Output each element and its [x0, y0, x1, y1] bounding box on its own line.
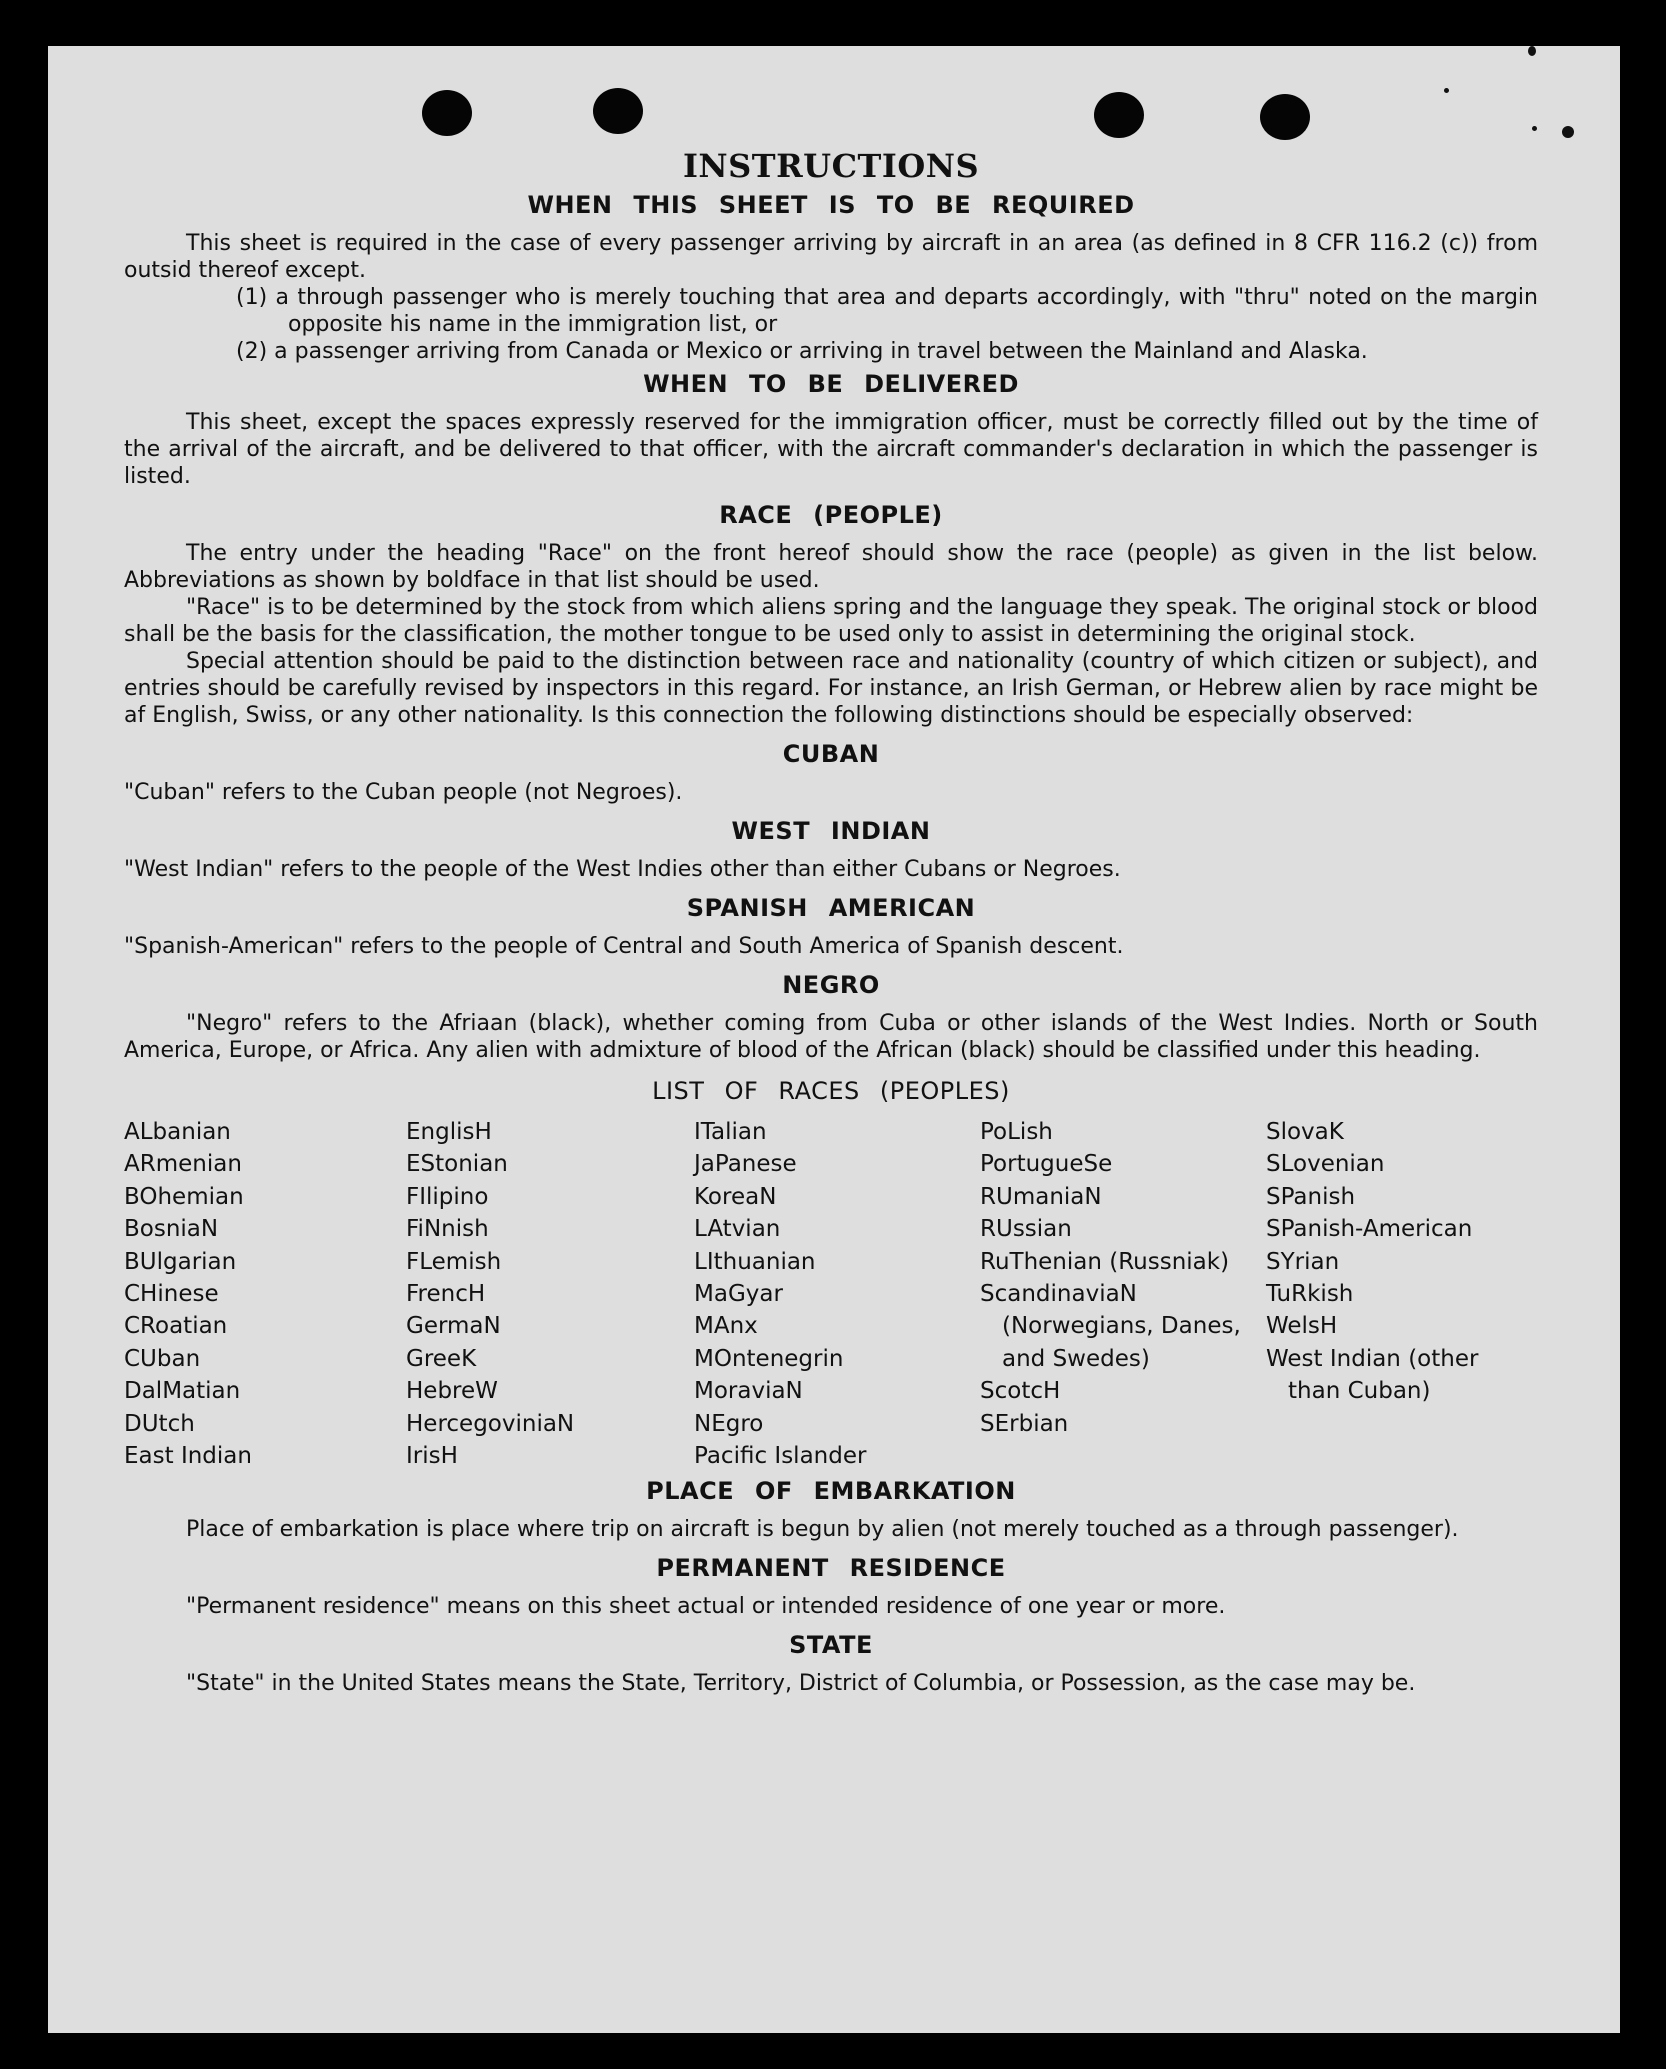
race-paragraph: Special attention should be paid to the distinction between race and nationality (country of which citizen or subject), and entries should be carefully revised by inspectors in this regard. For instance, an Irish German, or Hebrew alien by race might be af English, Swiss, or any other nationality. Is this connection the following distinctions should be especially observed:	[124, 649, 1538, 728]
race-list-item: Pacific Islander	[694, 1443, 867, 1470]
race-list-item: NEgro	[694, 1410, 764, 1437]
race-list-item: ScotcH	[980, 1378, 1061, 1405]
race-list-item: CHinese	[124, 1281, 219, 1308]
race-list-item: SLovenian	[1266, 1151, 1385, 1178]
race-list-item: MOntenegrin	[694, 1345, 844, 1372]
state-paragraph: "State" in the United States means the State, Territory, District of Columbia, or Possession, as the case may be.	[186, 1671, 1416, 1697]
race-list-item: GermaN	[406, 1313, 501, 1340]
punch-hole	[1260, 94, 1310, 140]
embarkation-paragraph: Place of embarkation is place where trip on aircraft is begun by alien (not merely touched as a through passenger).	[186, 1517, 1459, 1543]
race-list-item: PoLish	[980, 1119, 1053, 1145]
race-list-column	[124, 1116, 406, 1472]
race-list-item: West Indian (other than Cuban)	[1266, 1345, 1479, 1405]
race-list-item: ALbanian	[124, 1119, 231, 1145]
required-exception-2: (2) a passenger arriving from Canada or Mexico or arriving in travel between the Mainland and Alaska.	[236, 339, 1368, 364]
race-list-item: FLemish	[406, 1248, 502, 1275]
race-list-item: DalMatian	[124, 1378, 241, 1405]
race-list-item: MAnx	[694, 1313, 758, 1340]
race-paragraph: "Race" is to be determined by the stock from which aliens spring and the language they speak. The original stock or blood shall be the basis for the classification, the mother tongue to be used only to assist in determining the original stock.	[124, 595, 1538, 647]
section-heading-state: STATE	[789, 1631, 873, 1660]
section-heading-race: RACE (PEOPLE)	[719, 501, 943, 529]
page-title: INSTRUCTIONS	[682, 147, 980, 185]
race-list-item: RUmaniaN	[980, 1183, 1102, 1210]
race-list-item: IrisH	[406, 1443, 458, 1470]
race-list-item: ScandinaviaN (Norwegians, Danes, and Swedes)	[980, 1281, 1241, 1372]
punch-hole	[1094, 92, 1144, 138]
race-paragraph: The entry under the heading "Race" on the front hereof should show the race (people) as given in the list below. Abbreviations as shown by boldface in that list should be used.	[124, 541, 1538, 593]
required-paragraph: This sheet is required in the case of every passenger arriving by aircraft in an area (as defined in 8 CFR 116.2 (c)) from outsid thereof except.	[124, 231, 1538, 283]
delivered-paragraph: This sheet, except the spaces expressly reserved for the immigration officer, must be correctly filled out by the time of the arrival of the aircraft, and be delivered to that officer, with the aircraft commander's declaration in which the passenger is listed.	[124, 410, 1538, 489]
race-list-item: GreeK	[406, 1345, 477, 1372]
race-list-item: MoraviaN	[694, 1378, 803, 1405]
race-list-item: SErbian	[980, 1410, 1069, 1437]
spanish-american-paragraph: "Spanish-American" refers to the people of Central and South America of Spanish descent.	[124, 934, 1124, 959]
document-page	[48, 46, 1620, 2033]
race-list-column	[406, 1116, 694, 1472]
cuban-paragraph: "Cuban" refers to the Cuban people (not Negroes).	[124, 780, 683, 805]
section-heading-delivered: WHEN TO BE DELIVERED	[643, 370, 1019, 398]
race-list-item: FiNnish	[406, 1216, 489, 1243]
section-heading-embarkation: PLACE OF EMBARKATION	[646, 1477, 1016, 1506]
speck	[1528, 46, 1536, 56]
instructions-content	[124, 146, 1538, 1697]
race-list-item: HebreW	[406, 1378, 498, 1405]
race-list-item: RUssian	[980, 1216, 1072, 1243]
race-list-item: SPanish	[1266, 1183, 1356, 1210]
race-list-item: SYrian	[1266, 1248, 1340, 1275]
race-list-item: SlovaK	[1266, 1119, 1344, 1145]
speck	[1562, 126, 1574, 138]
race-list-item: SPanish-American	[1266, 1216, 1473, 1243]
section-heading-required: WHEN THIS SHEET IS TO BE REQUIRED	[527, 191, 1135, 219]
required-exception-1: (1) a through passenger who is merely touching that area and departs accordingly, with "thru" noted on the margin opposite his name in the immigration list, or	[236, 285, 1538, 337]
race-list-item: LAtvian	[694, 1216, 781, 1243]
speck	[1532, 126, 1537, 131]
section-heading-residence: PERMANENT RESIDENCE	[656, 1554, 1006, 1583]
west-indian-paragraph: "West Indian" refers to the people of the West Indies other than either Cubans or Negroes.	[124, 857, 1121, 882]
residence-paragraph: "Permanent residence" means on this sheet actual or intended residence of one year or more.	[186, 1594, 1226, 1620]
speck	[1444, 88, 1449, 93]
punch-hole	[422, 90, 472, 136]
punch-hole	[593, 88, 643, 134]
race-list-item: ITalian	[694, 1119, 767, 1145]
race-list-item: CRoatian	[124, 1313, 228, 1340]
race-list-item: KoreaN	[694, 1183, 777, 1210]
section-heading-negro: NEGRO	[782, 971, 880, 999]
race-list-item: BUlgarian	[124, 1248, 237, 1275]
race-list-item: WelsH	[1266, 1313, 1338, 1340]
race-list-item: RuThenian (Russniak)	[980, 1248, 1230, 1275]
race-list-item: East Indian	[124, 1443, 252, 1470]
race-list-item: BOhemian	[124, 1183, 244, 1210]
race-list	[124, 1116, 1538, 1472]
section-heading-cuban: CUBAN	[782, 740, 880, 768]
race-list-item: EStonian	[406, 1151, 508, 1178]
race-list-column	[1266, 1116, 1536, 1472]
negro-paragraph: "Negro" refers to the Afriaan (black), whether coming from Cuba or other islands of the West Indies. North or South America, Europe, or Africa. Any alien with admixture of blood of the African (black) should be classified under this heading.	[124, 1011, 1538, 1063]
race-list-item: LIthuanian	[694, 1248, 816, 1275]
race-list-item: FrencH	[406, 1281, 486, 1308]
section-heading-spanish-american: SPANISH AMERICAN	[686, 894, 976, 922]
section-heading-west-indian: WEST INDIAN	[731, 817, 931, 845]
race-list-item: FIlipino	[406, 1183, 489, 1210]
race-list-item: BosniaN	[124, 1216, 219, 1243]
race-list-item: CUban	[124, 1345, 201, 1372]
race-list-item: PortugueSe	[980, 1151, 1113, 1178]
race-list-item: EnglisH	[406, 1119, 492, 1145]
section-heading-list-of-races: LIST OF RACES (PEOPLES)	[652, 1077, 1010, 1105]
race-list-item: HercegoviniaN	[406, 1410, 575, 1437]
race-list-item: DUtch	[124, 1410, 195, 1437]
race-list-item: MaGyar	[694, 1281, 783, 1308]
race-list-item: TuRkish	[1266, 1281, 1354, 1308]
race-list-column	[980, 1116, 1266, 1472]
race-list-item: ARmenian	[124, 1151, 242, 1178]
race-list-column	[694, 1116, 980, 1472]
race-list-item: JaPanese	[694, 1151, 797, 1178]
